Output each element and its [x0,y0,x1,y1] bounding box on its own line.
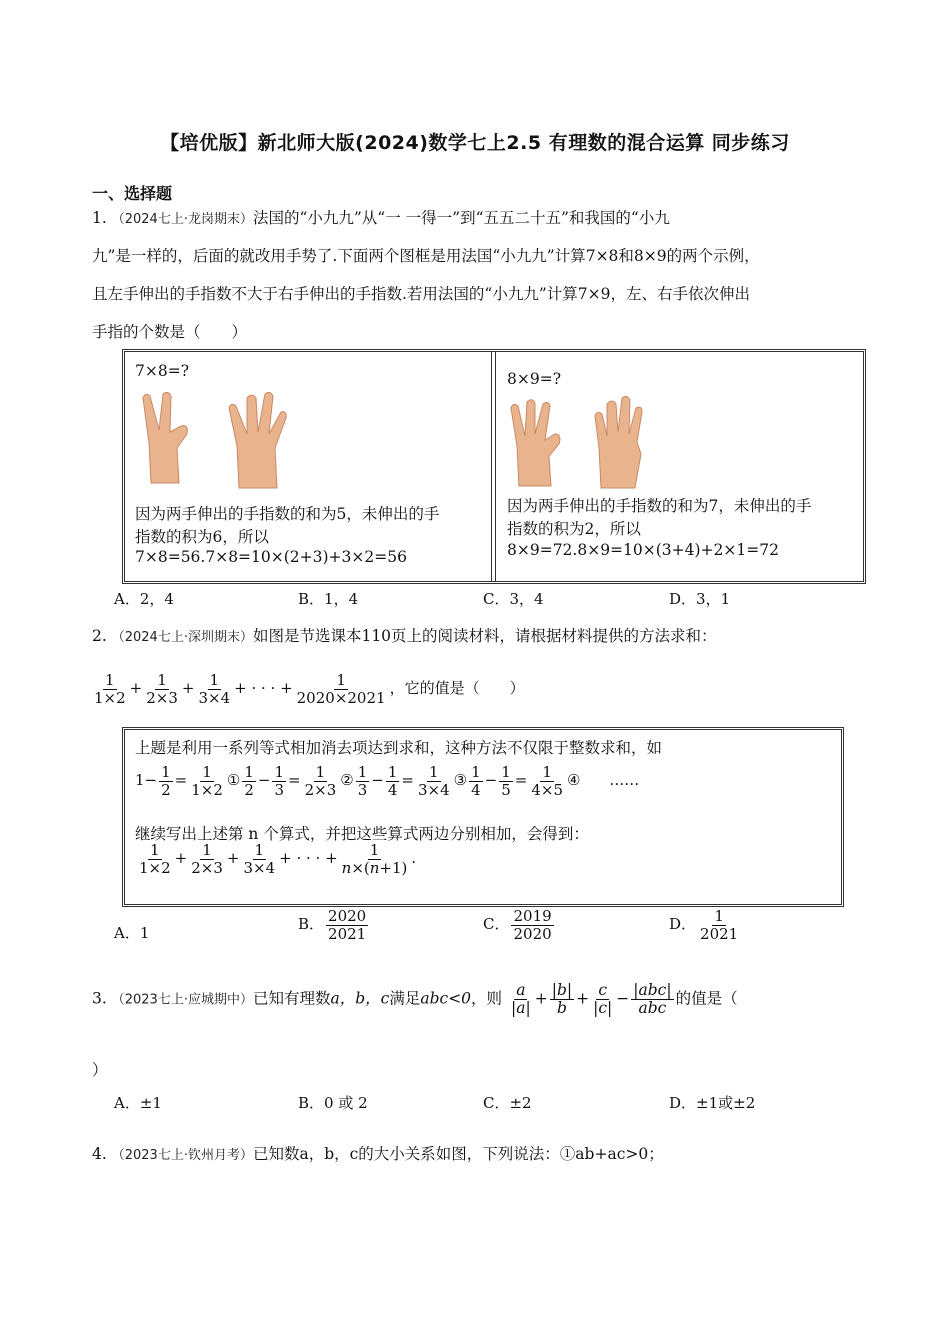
q1-text-1: 法国的“小九九”从“一 一得一”到“五五二十五”和我国的“小九 [252,209,670,227]
q1-option-b[interactable]: B．1，4 [298,590,359,608]
q3-option-b[interactable]: B．0 或 2 [298,1094,368,1112]
q2-text: 如图是节选课本110页上的阅读材料，请根据材料提供的方法求和： [252,627,717,645]
q2-ellipsis: …… [609,771,640,789]
left-hand-icon [507,394,567,489]
q2-number: 2. [92,627,107,645]
left-hand-icon [137,388,197,488]
q1-left-text2: 指数的积为6，所以 [135,528,269,546]
q1-line2: 九”是一样的，后面的就改用手势了.下面两个图框是用法国“小九九”计算7×8和8×9的两个示例， [92,247,760,265]
q1-right-head: 8×9=? [507,370,562,388]
q1-figure-box [122,349,866,584]
q1-right-formula: 8×9=72.8×9=10×(3+4)+2×1=72 [507,541,779,559]
q2-suffix: ，它的值是（ ） [389,679,525,697]
q2-line1 [92,624,717,646]
q4-text: 已知数a，b，c的大小关系如图，下列说法：①ab+ac>0； [252,1145,664,1163]
q2-option-d[interactable]: D． $\frac{1}{2021}$ [669,907,739,943]
q1-option-c[interactable]: C．3，4 [483,590,544,608]
q3-number: 3. [92,989,107,1008]
q4-source: （2023七上·钦州月考） [111,1148,253,1163]
q2-box-line1: 上题是利用一系列等式相加消去项达到求和，这种方法不仅限于整数求和，如 [135,739,663,757]
q2-option-a[interactable]: A．1 [114,924,150,942]
q2-box-identities: 1− $\frac{1}{2}$ = $\frac{1}{1\times 2}$ ① $\frac{1}{2}$ − $\frac{1}{3}$ = $\frac{1}{2\times 3}$ ② $\frac{1}{3}$ − $\frac{1}{4}$ = $\frac{1}{3\times 4}$ ③ $\frac{1}{4}$ − $\frac{1}{5}$ = $\frac{1}{4\times 5}$ ④ …… [135,763,640,799]
page-title: 【培优版】新北师大版(2024)数学七上2.5 有理数的混合运算 同步练习 [160,132,790,154]
q1-left-text1: 因为两手伸出的手指数的和为5，未伸出的手 [135,505,440,523]
q1-line1 [92,206,670,228]
q4-number: 4. [92,1145,107,1163]
q1-left-head: 7×8=? [135,362,190,380]
right-hand-icon [591,392,651,492]
q3-source: （2023七上·应城期中） [111,992,253,1008]
q2-box-sum: $\frac{1}{1\times 2}$ + $\frac{1}{2\times 3}$ + $\frac{1}{3\times 4}$ + · · · + $\frac{1}{n\times(n+1)}$ . [139,841,417,877]
q1-option-a[interactable]: A．2，4 [114,590,174,608]
q1-option-d[interactable]: D．3，1 [669,590,731,608]
q3-option-a[interactable]: A．±1 [114,1094,162,1112]
q3-close-paren: ） [92,1061,108,1079]
q3-line1: 3. （2023七上·应城期中）已知有理数a，b，c满足abc<0，则 $\frac{a}{|a|}$ + $\frac{|b|}{b}$ + $\frac{c}{|c|}$ − $\frac{\text{|abc|}}{\text{abc}}$ 的值是（ [92,981,738,1018]
q3-option-c[interactable]: C．±2 [483,1094,532,1112]
q1-right-text1: 因为两手伸出的手指数的和为7，未伸出的手 [507,497,812,515]
q1-box-divider [491,352,496,581]
q1-right-text2: 指数的积为2，所以 [507,520,641,538]
q2-option-b[interactable]: B． $\frac{2020}{2021}$ [298,907,367,943]
q2-reading-box [122,727,844,907]
q1-line3: 且左手伸出的手指数不大于右手伸出的手指数.若用法国的“小九九”计算7×9，左、右手依次伸出 [92,285,750,303]
q2-option-c[interactable]: C． $\frac{2019}{2020}$ [483,907,552,943]
q1-left-formula: 7×8=56.7×8=10×(2+3)+3×2=56 [135,548,407,566]
q2-box-line3: 继续写出上述第 n 个算式，并把这些算式两边分别相加，会得到： [135,825,589,843]
q3-option-d[interactable]: D．±1或±2 [669,1094,756,1112]
right-hand-icon [225,388,295,493]
q2-source: （2024七上·深圳期末） [111,630,253,645]
q4-line1 [92,1142,664,1164]
q1-source: （2024七上·龙岗期末） [111,212,253,227]
section-heading: 一、选择题 [92,184,173,203]
q1-line4: 手指的个数是（ ） [92,323,248,341]
q2-sum-expression: $\frac{1}{1\times 2}$ + $\frac{1}{2\times 3}$ + $\frac{1}{3\times 4}$ + · · · + $\frac{1}{2020\times 2021}$ ，它的值是（ ） [94,671,525,707]
q1-number: 1. [92,209,107,227]
